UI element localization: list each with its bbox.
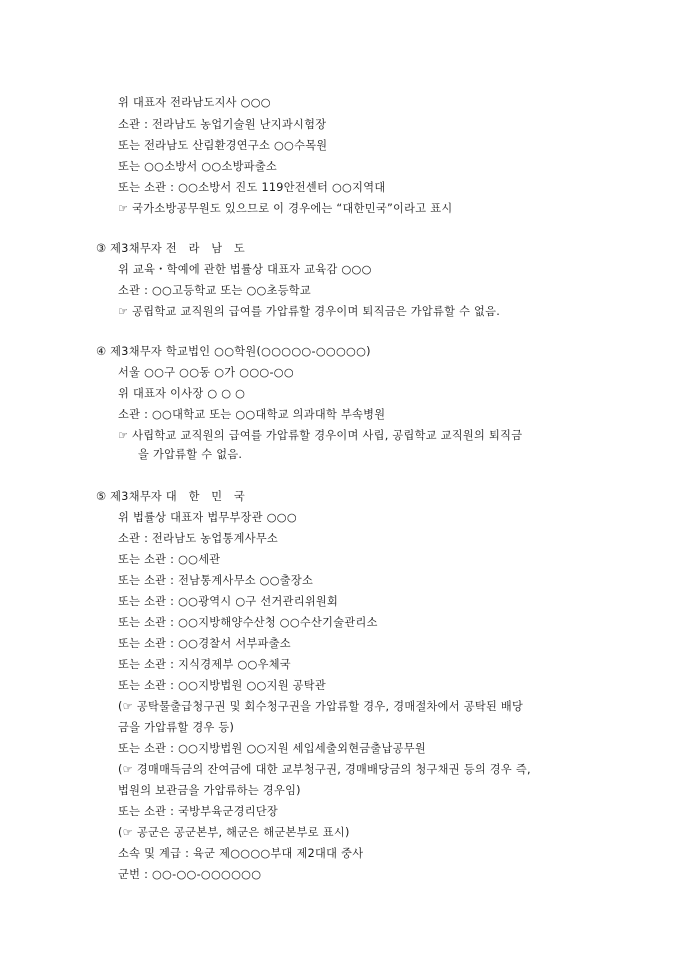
- text-line: 또는 소관 : 전남통계사무소 ○○출장소: [118, 574, 314, 587]
- text-line: (☞ 공탁물출급청구권 및 회수청구권을 가압류할 경우, 경매절차에서 공탁된 배당: [118, 700, 524, 713]
- text-line: 을 가압류할 수 없음.: [138, 448, 243, 461]
- text-line: 위 대표자 이사장 ○ ○ ○: [118, 387, 246, 400]
- text-line: 소관 : 전라남도 농업기술원 난지과시험장: [118, 118, 327, 131]
- section-heading: ③ 제3채무자 전 라 남 도: [96, 242, 246, 255]
- text-line: 위 교육・학예에 관한 법률상 대표자 교육감 ○○○: [118, 263, 372, 276]
- text-line: 또는 소관 : ○○광역시 ○구 선거관리위원회: [118, 595, 339, 608]
- text-line: 또는 소관 : ○○지방해양수산청 ○○수산기술관리소: [118, 616, 378, 629]
- text-line: 또는 소관 : 지식경제부 ○○우체국: [118, 658, 291, 671]
- text-line: 또는 소관 : 국방부육군경리단장: [118, 805, 279, 818]
- text-line: 소관 : ○○대학교 또는 ○○대학교 의과대학 부속병원: [118, 408, 386, 421]
- text-line: 또는 ○○소방서 ○○소방파출소: [118, 160, 278, 173]
- text-line: ☞ 사립학교 교직원의 급여를 가압류할 경우이며 사립, 공립학교 교직원의 퇴직금: [118, 429, 523, 442]
- text-line: (☞ 공군은 공군본부, 해군은 해군본부로 표시): [118, 826, 350, 839]
- text-line: 또는 소관 : ○○지방법원 ○○지원 세입세출외현금출납공무원: [118, 742, 426, 755]
- text-line: 소관 : ○○고등학교 또는 ○○초등학교: [118, 284, 312, 297]
- text-line: (☞ 경매매득금의 잔여금에 대한 교부청구권, 경매배당금의 청구채권 등의 경우 즉,: [118, 763, 531, 776]
- text-line: ☞ 국가소방공무원도 있으므로 이 경우에는 “대한민국”이라고 표시: [118, 202, 453, 215]
- text-line: 또는 소관 : ○○세관: [118, 553, 221, 566]
- text-line: 소관 : 전라남도 농업통계사무소: [118, 532, 279, 545]
- text-line: 위 법률상 대표자 법무부장관 ○○○: [118, 511, 297, 524]
- text-line: 또는 소관 : ○○지방법원 ○○지원 공탁관: [118, 679, 326, 692]
- text-line: 소속 및 계급 : 육군 제○○○○부대 제2대대 중사: [118, 847, 364, 860]
- text-line: 서울 ○○구 ○○동 ○가 ○○○-○○: [118, 366, 294, 379]
- text-line: 위 대표자 전라남도지사 ○○○: [118, 96, 271, 109]
- section-heading: ④ 제3채무자 학교법인 ○○학원(○○○○○-○○○○○): [96, 345, 371, 358]
- text-line: 또는 전라남도 산림환경연구소 ○○수목원: [118, 139, 328, 152]
- section-heading: ⑤ 제3채무자 대 한 민 국: [96, 490, 246, 503]
- text-line: 군번 : ○○-○○-○○○○○○: [118, 868, 262, 881]
- text-line: 또는 소관 : ○○소방서 진도 119안전센터 ○○지역대: [118, 181, 386, 194]
- text-line: 금을 가압류할 경우 등): [118, 721, 235, 734]
- text-line: 또는 소관 : ○○경찰서 서부파출소: [118, 637, 291, 650]
- text-line: ☞ 공립학교 교직원의 급여를 가압류할 경우이며 퇴직금은 가압류할 수 없음.: [118, 305, 501, 318]
- text-line: 법원의 보관금을 가압류하는 경우임): [118, 784, 301, 797]
